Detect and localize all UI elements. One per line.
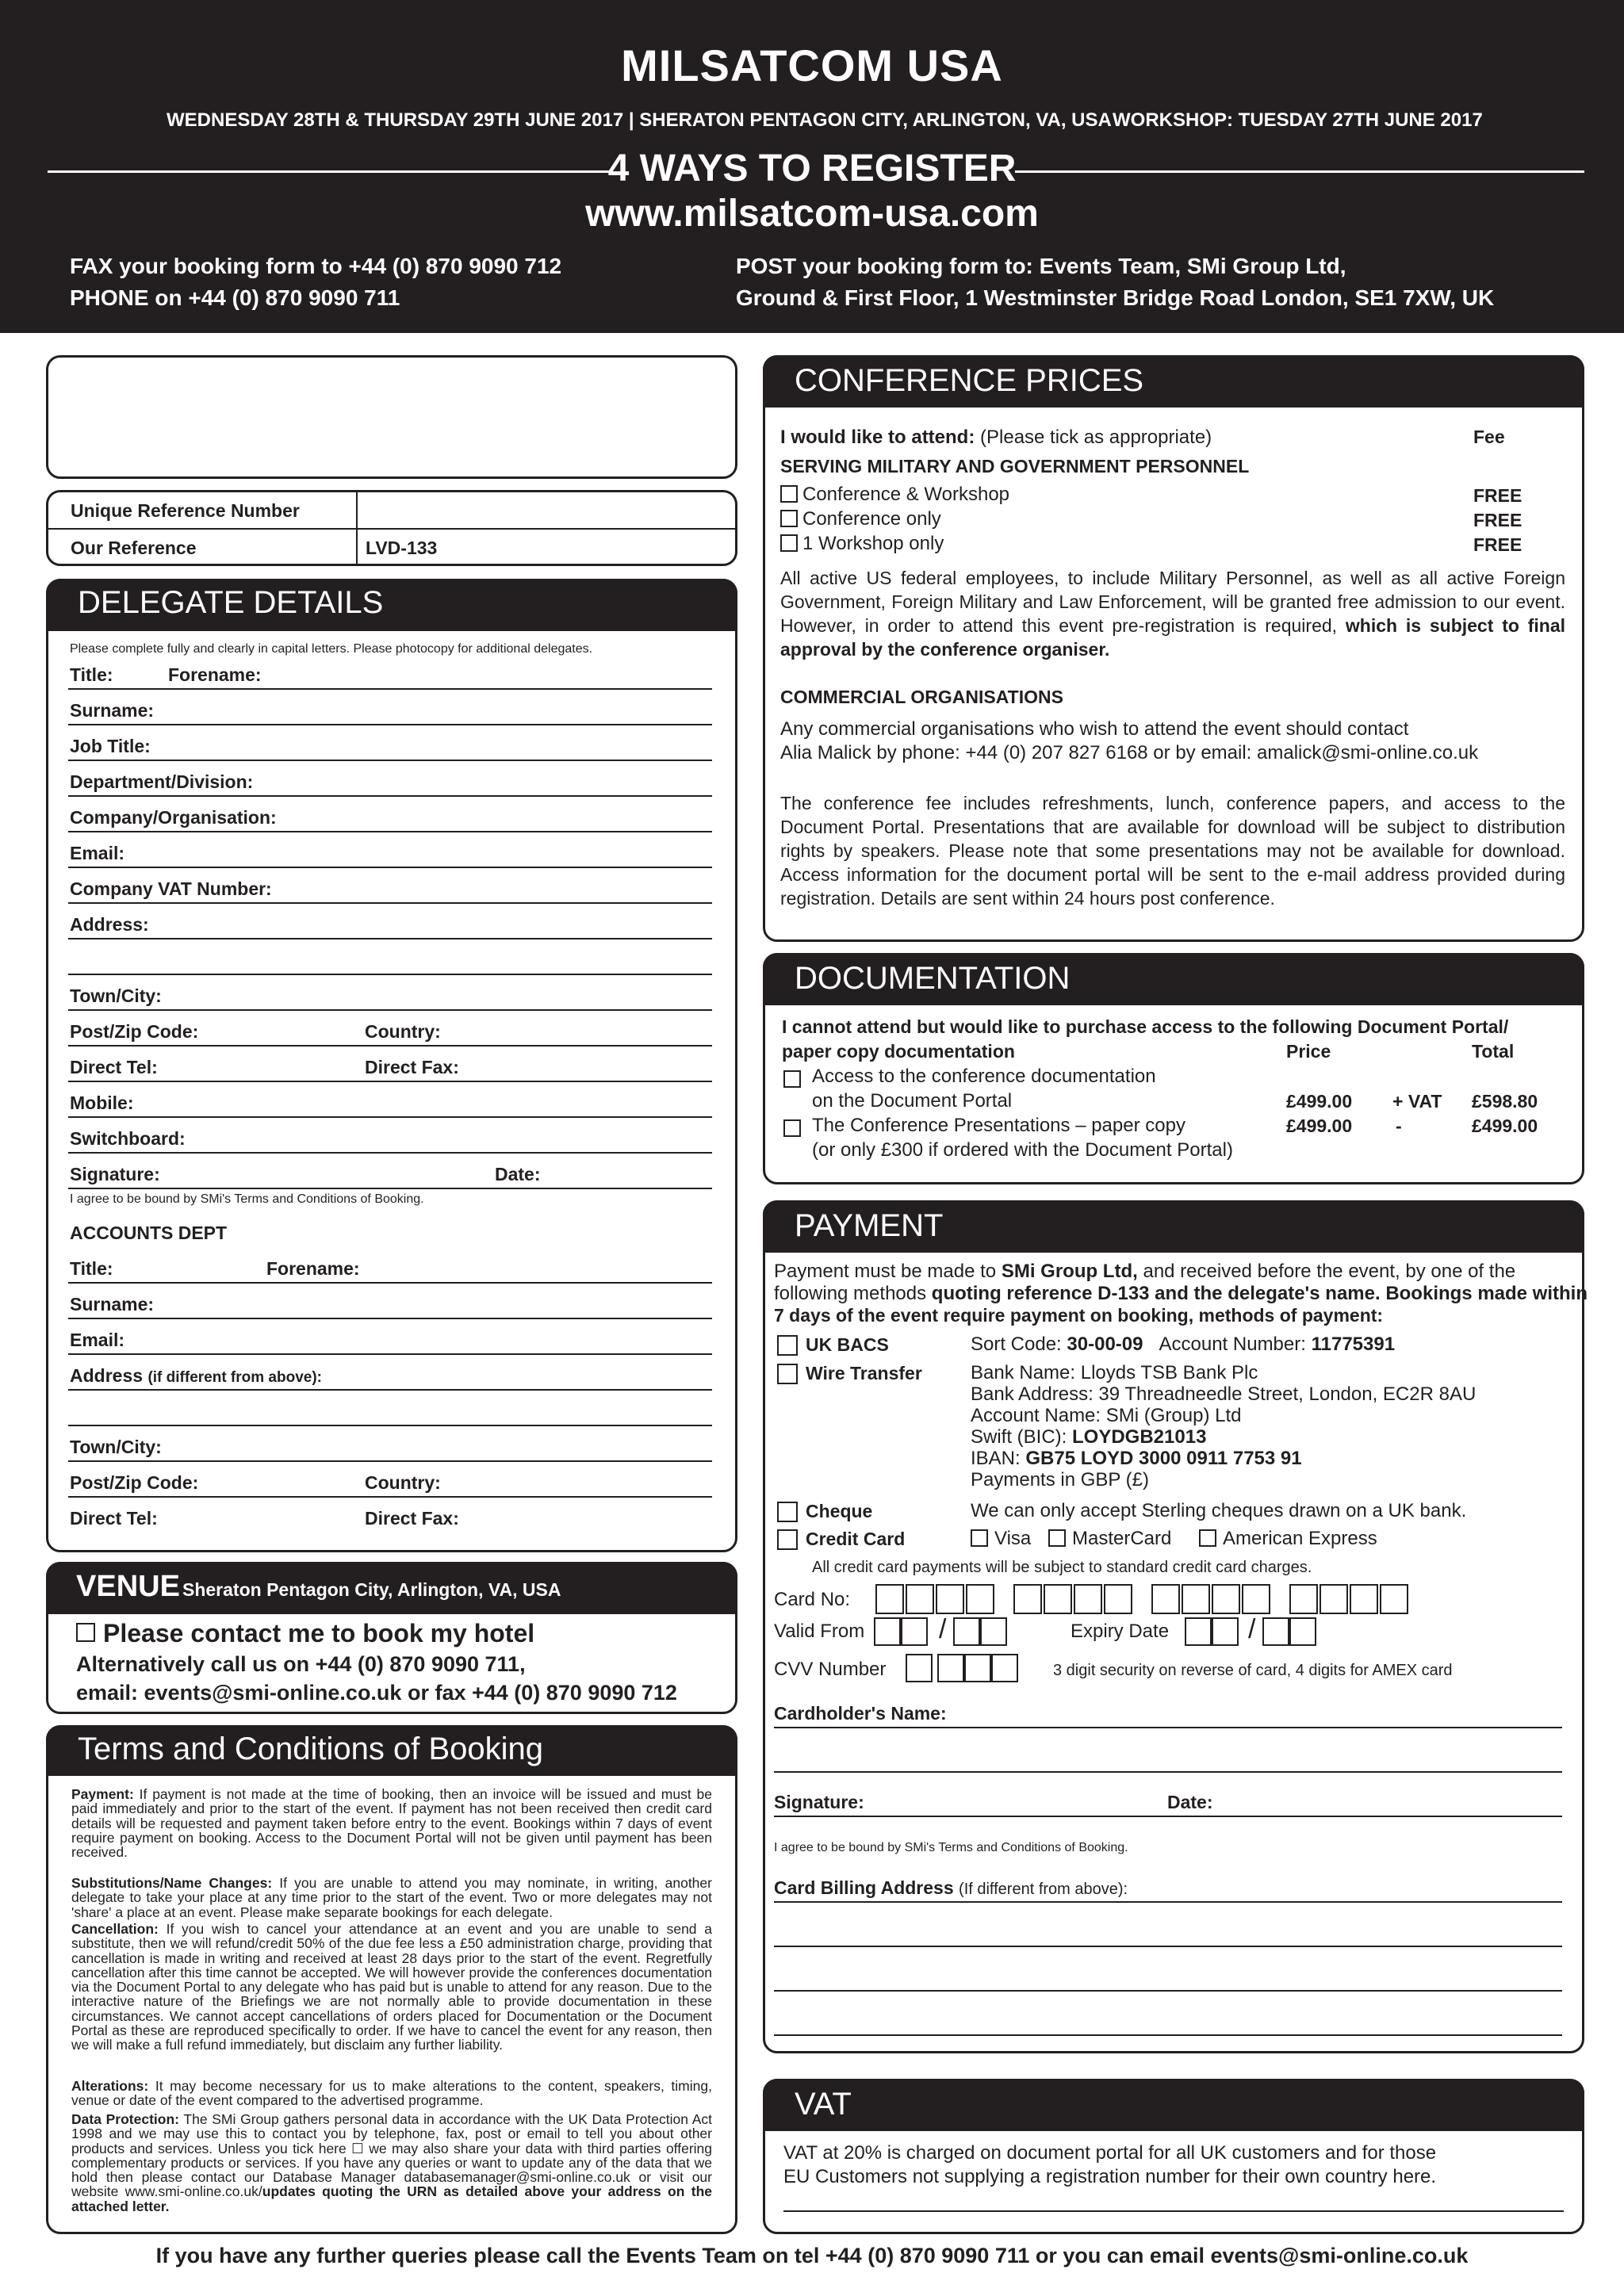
commercial-contact: Alia Malick by phone: +44 (0) 207 827 6168 or by email: amalick@smi-online.co.uk bbox=[780, 742, 1479, 763]
conference-prices-header bbox=[763, 355, 1584, 408]
account-number-label: Account Number: bbox=[1159, 1334, 1306, 1355]
card-number-cell[interactable] bbox=[1242, 1584, 1270, 1614]
card-number-cell[interactable] bbox=[966, 1584, 994, 1614]
event-title: MILSATCOM USA bbox=[621, 40, 1003, 90]
payment-signature-field[interactable] bbox=[774, 1816, 1562, 1817]
event-dates: WEDNESDAY 28TH & THURSDAY 29TH JUNE 2017 | SHERATON PENTAGON CITY, ARLINGTON, VA, USA bbox=[167, 109, 1112, 131]
gov-text: All active US federal employees, to include Military Personnel, as well as all active Foreign Government, Foreign Military and Law Enforcement, will be granted free admission to our event. However, in order to attend this event pre-registration is required, bbox=[780, 568, 1565, 636]
acc-address-note: (if different from above): bbox=[147, 1369, 322, 1386]
expiry-cell[interactable] bbox=[1262, 1617, 1289, 1646]
acc-country-label: Country: bbox=[365, 1472, 441, 1493]
fax-info: FAX your booking form to +44 (0) 870 9090 712 bbox=[70, 254, 562, 278]
credit-card-label: Credit Card bbox=[806, 1529, 906, 1549]
paper-price: £499.00 bbox=[1286, 1115, 1353, 1136]
terms-substitutions bbox=[71, 1876, 712, 1919]
venue-header bbox=[46, 1562, 737, 1614]
portal-access-label-2: on the Document Portal bbox=[812, 1090, 1013, 1112]
agree-terms-note: I agree to be bound by SMi's Terms and Conditions of Booking. bbox=[70, 1192, 424, 1206]
card-number-cell[interactable] bbox=[1182, 1584, 1210, 1614]
option-checkbox[interactable] bbox=[780, 534, 798, 552]
terms-cancel-head: Cancellation: bbox=[71, 1921, 159, 1937]
our-reference-label: Our Reference bbox=[71, 538, 197, 558]
acc-title-field[interactable] bbox=[68, 1282, 712, 1284]
expiry-label: Expiry Date bbox=[1071, 1621, 1170, 1642]
card-number-cell[interactable] bbox=[1151, 1584, 1180, 1614]
section-title: PAYMENT bbox=[795, 1208, 944, 1243]
job-title-field[interactable] bbox=[68, 760, 712, 761]
attend-note: (Please tick as appropriate) bbox=[980, 427, 1212, 448]
intro-reference: quoting reference D-133 and the delegate's name. Bookings made within bbox=[931, 1283, 1588, 1304]
iban-label: IBAN: bbox=[971, 1448, 1021, 1469]
intro-company: SMi Group Ltd, bbox=[1001, 1261, 1138, 1282]
email-label: Email: bbox=[70, 843, 125, 863]
sort-code-value: 30-00-09 bbox=[1067, 1334, 1143, 1355]
visa-label: Visa bbox=[994, 1528, 1032, 1549]
billing-address-field-line3[interactable] bbox=[774, 1990, 1562, 1992]
cardholder-field-line2[interactable] bbox=[774, 1771, 1562, 1773]
acc-forename-label: Forename: bbox=[266, 1258, 360, 1279]
expiry-cell[interactable] bbox=[1289, 1617, 1316, 1646]
direct-tel-label: Direct Tel: bbox=[70, 1057, 158, 1077]
terms-data-protection bbox=[71, 2112, 712, 2214]
cvv-cell[interactable] bbox=[937, 1654, 964, 1682]
terms-dp-text: The SMi Group gathers personal data in accordance with the UK Data Protection Act 1998 and we may use this to contact you by telephone, fax, post or email to tell you about other products and services. Unless you tick here ☐ we may also share your data with third parties offering complementary products or services. If you have any queries or want to update any of the data that we hold then please contact our Database Manager databasemanager@smi-online.co.uk or visit our website www.smi-online.co.uk/ bbox=[71, 2111, 712, 2200]
documentation-header bbox=[763, 953, 1584, 1005]
section-title: DELEGATE DETAILS bbox=[78, 585, 384, 620]
terms-alter-text: It may become necessary for us to make alterations to the content, speakers, timing, venue or date of the event compared to the advertised programme. bbox=[71, 2078, 712, 2109]
acc-town-label: Town/City: bbox=[70, 1437, 162, 1457]
acc-postcode-field[interactable] bbox=[68, 1496, 712, 1498]
acc-address-label bbox=[70, 1365, 322, 1387]
credit-card-checkbox[interactable] bbox=[777, 1529, 798, 1550]
valid-from-cell[interactable] bbox=[953, 1617, 980, 1646]
amex-label: American Express bbox=[1223, 1528, 1377, 1549]
fee-heading: Fee bbox=[1473, 427, 1505, 447]
acc-email-field[interactable] bbox=[68, 1353, 712, 1355]
account-name: Account Name: SMi (Group) Ltd bbox=[971, 1405, 1242, 1426]
option-checkbox[interactable] bbox=[780, 485, 798, 503]
acc-email-label: Email: bbox=[70, 1330, 125, 1350]
cardholder-field[interactable] bbox=[774, 1727, 1562, 1728]
commercial-text-1: Any commercial organisations who wish to attend the event should contact bbox=[780, 718, 1409, 740]
accounts-dept-heading: ACCOUNTS DEPT bbox=[70, 1223, 228, 1243]
billing-label: Card Billing Address bbox=[774, 1877, 954, 1898]
terms-cancellation bbox=[71, 1922, 712, 2053]
phone-info: PHONE on +44 (0) 870 9090 711 bbox=[70, 285, 400, 310]
sort-code-label: Sort Code: bbox=[971, 1334, 1062, 1355]
mobile-label: Mobile: bbox=[70, 1093, 134, 1113]
title-field[interactable] bbox=[68, 688, 712, 690]
acc-title-label: Title: bbox=[70, 1258, 113, 1279]
valid-from-label: Valid From bbox=[774, 1621, 865, 1642]
documentation-intro-2: paper copy documentation bbox=[782, 1041, 1015, 1062]
acc-address-field[interactable] bbox=[68, 1389, 712, 1391]
signature-label: Signature: bbox=[70, 1164, 160, 1184]
section-title: Terms and Conditions of Booking bbox=[78, 1732, 543, 1766]
company-label: Company/Organisation: bbox=[70, 807, 277, 828]
acc-postcode-label: Post/Zip Code: bbox=[70, 1472, 199, 1493]
book-hotel-checkbox[interactable] bbox=[76, 1623, 95, 1642]
post-info-line1: POST your booking form to: Events Team, SMi Group Ltd, bbox=[736, 254, 1346, 278]
terms-dp-head: Data Protection: bbox=[71, 2111, 179, 2127]
wire-transfer-checkbox[interactable] bbox=[777, 1364, 798, 1384]
terms-subs-text: If you are unable to attend you may nominate, in writing, another delegate to take your place at any time prior to the start of the event. Two or more delegates may not 'share' a place at an event. Please make separate bookings for each delegate. bbox=[71, 1875, 712, 1920]
forename-label: Forename: bbox=[168, 664, 262, 685]
footer-contact: If you have any further queries please call the Events Team on tel +44 (0) 870 9090 711 or you can email events@smi-online.co.uk bbox=[155, 2244, 1469, 2267]
card-number-cell[interactable] bbox=[1212, 1584, 1240, 1614]
postcode-label: Post/Zip Code: bbox=[70, 1021, 199, 1042]
card-number-cell[interactable] bbox=[1104, 1584, 1132, 1614]
payment-intro-1 bbox=[774, 1261, 1515, 1283]
terms-subs-head: Substitutions/Name Changes: bbox=[71, 1875, 273, 1891]
portal-access-label: Access to the conference documentation bbox=[812, 1066, 1156, 1087]
wire-transfer-label: Wire Transfer bbox=[806, 1363, 922, 1383]
valid-from-cell[interactable] bbox=[901, 1617, 928, 1646]
paper-total: £499.00 bbox=[1472, 1115, 1538, 1136]
billing-address-label bbox=[774, 1877, 1128, 1899]
section-title: VAT bbox=[795, 2087, 852, 2122]
section-title: DOCUMENTATION bbox=[795, 961, 1071, 996]
intro-text: following methods bbox=[774, 1283, 927, 1304]
attend-prompt bbox=[780, 427, 1212, 449]
paper-copy-label: The Conference Presentations – paper copy bbox=[812, 1115, 1185, 1136]
venue-title: VENUE bbox=[76, 1570, 180, 1603]
payment-intro-2 bbox=[774, 1283, 1588, 1305]
attend-label: I would like to attend: bbox=[780, 427, 975, 448]
vat-header bbox=[763, 2079, 1584, 2131]
cvv-cell[interactable] bbox=[906, 1654, 933, 1682]
email-field[interactable] bbox=[68, 867, 712, 868]
cvv-cell[interactable] bbox=[964, 1654, 991, 1682]
cheque-label: Cheque bbox=[806, 1501, 873, 1521]
swift-label: Swift (BIC): bbox=[971, 1426, 1067, 1448]
option-label: 1 Workshop only bbox=[802, 533, 944, 554]
website-link[interactable]: www.milsatcom-usa.com bbox=[585, 193, 1039, 235]
amex-checkbox[interactable] bbox=[1199, 1529, 1216, 1547]
paper-vat: - bbox=[1396, 1115, 1402, 1136]
venue-alt-email: email: events@smi-online.co.uk or fax +44 (0) 870 9090 712 bbox=[76, 1681, 677, 1705]
direct-fax-label: Direct Fax: bbox=[365, 1057, 459, 1077]
address-field-line2[interactable] bbox=[68, 974, 712, 975]
expiry-cell[interactable] bbox=[1185, 1617, 1212, 1646]
uk-bacs-checkbox[interactable] bbox=[777, 1335, 798, 1356]
slash-separator: / bbox=[1248, 1614, 1256, 1644]
terms-alter-head: Alterations: bbox=[71, 2078, 149, 2094]
direct-tel-field[interactable] bbox=[68, 1081, 712, 1082]
department-field[interactable] bbox=[68, 795, 712, 797]
expiry-cell[interactable] bbox=[1212, 1617, 1239, 1646]
vat-number-field[interactable] bbox=[783, 2210, 1564, 2212]
company-field[interactable] bbox=[68, 831, 712, 832]
card-number-cell[interactable] bbox=[1350, 1584, 1378, 1614]
account-number-value: 11775391 bbox=[1311, 1334, 1396, 1355]
card-number-cell[interactable] bbox=[936, 1584, 964, 1614]
payment-signature-label: Signature: bbox=[774, 1792, 864, 1812]
mobile-field[interactable] bbox=[68, 1116, 712, 1118]
price-heading: Price bbox=[1286, 1041, 1331, 1062]
option-label: Conference only bbox=[802, 508, 941, 530]
vat-text-2: EU Customers not supplying a registration number for their own country here. bbox=[783, 2166, 1437, 2187]
intro-text: and received before the event, by one of the bbox=[1143, 1261, 1516, 1282]
swift-value: LOYDGB21013 bbox=[1072, 1426, 1207, 1448]
switchboard-label: Switchboard: bbox=[70, 1128, 186, 1149]
card-number-cell[interactable] bbox=[1044, 1584, 1072, 1614]
town-field[interactable] bbox=[68, 1009, 712, 1011]
option-checkbox[interactable] bbox=[780, 510, 798, 527]
address-label: Address: bbox=[70, 914, 149, 935]
post-info-line2: Ground & First Floor, 1 Westminster Bridge Road London, SE1 7XW, UK bbox=[736, 285, 1495, 310]
title-label: Title: bbox=[70, 664, 113, 685]
cheque-note: We can only accept Sterling cheques drawn on a UK bank. bbox=[971, 1500, 1467, 1521]
card-number-cell[interactable] bbox=[1289, 1584, 1318, 1614]
intro-text: Payment must be made to bbox=[774, 1261, 997, 1282]
portal-access-checkbox[interactable] bbox=[783, 1070, 801, 1088]
acc-address-field-line2[interactable] bbox=[68, 1425, 712, 1426]
portal-vat: + VAT bbox=[1392, 1091, 1442, 1112]
card-number-cell[interactable] bbox=[875, 1584, 904, 1614]
conference-fee-text: The conference fee includes refreshments, lunch, conference papers, and access to the Document Portal. Presentations that are available for download will be subject to distribution rights by speakers. Please note that some presentations may not be available for download. Access information for the document portal will be sent to the e-mail address provided during registration. Details are sent within 24 hours post conference. bbox=[780, 793, 1565, 909]
unique-reference-label: Unique Reference Number bbox=[71, 500, 300, 521]
vat-number-label: Company VAT Number: bbox=[70, 878, 272, 899]
commercial-heading: COMMERCIAL ORGANISATIONS bbox=[780, 687, 1063, 707]
bank-name: Bank Name: Lloyds TSB Bank Plc bbox=[971, 1362, 1258, 1383]
delegate-details-header bbox=[46, 579, 737, 631]
card-number-cell[interactable] bbox=[1013, 1584, 1042, 1614]
acc-surname-field[interactable] bbox=[68, 1318, 712, 1319]
cvv-cell[interactable] bbox=[991, 1654, 1018, 1682]
documentation-intro: I cannot attend but would like to purchase access to the following Document Portal/ bbox=[782, 1016, 1509, 1037]
job-title-label: Job Title: bbox=[70, 736, 151, 756]
card-number-cell[interactable] bbox=[1074, 1584, 1102, 1614]
visa-checkbox[interactable] bbox=[971, 1529, 988, 1547]
billing-address-field-line4[interactable] bbox=[774, 2034, 1562, 2036]
reference-box bbox=[46, 490, 737, 566]
swift-code bbox=[971, 1426, 1206, 1448]
postcode-field[interactable] bbox=[68, 1045, 712, 1047]
cvv-label: CVV Number bbox=[774, 1659, 887, 1680]
card-number-cell[interactable] bbox=[906, 1584, 934, 1614]
portal-total: £598.80 bbox=[1472, 1091, 1538, 1112]
terms-payment bbox=[71, 1787, 712, 1859]
mastercard-checkbox[interactable] bbox=[1048, 1529, 1066, 1547]
divider bbox=[356, 492, 358, 564]
address-box[interactable] bbox=[46, 355, 737, 479]
payment-intro-3: 7 days of the event require payment on booking, methods of payment: bbox=[774, 1305, 1384, 1326]
option-fee: FREE bbox=[1473, 534, 1522, 555]
header-banner bbox=[0, 0, 1624, 333]
section-title: CONFERENCE PRICES bbox=[795, 363, 1144, 398]
portal-price: £499.00 bbox=[1286, 1091, 1353, 1112]
iban-value: GB75 LOYD 3000 0911 7753 91 bbox=[1025, 1448, 1302, 1469]
paper-copy-note: (or only £300 if ordered with the Document Portal) bbox=[812, 1139, 1233, 1161]
billing-address-field-line2[interactable] bbox=[774, 1946, 1562, 1947]
government-admission-text bbox=[780, 566, 1565, 661]
terms-payment-text: If payment is not made at the time of booking, then an invoice will be issued and must be paid immediately and prior to the start of the event. If payment has not been received then credit card details will be requested and payment taken before entry to the event. Bookings within 7 days of event require payment on booking. Access to the Document Portal will not be given until payment has been received. bbox=[71, 1786, 712, 1861]
signature-field[interactable] bbox=[68, 1188, 712, 1189]
venue-location: Sheraton Pentagon City, Arlington, VA, USA bbox=[182, 1579, 561, 1600]
surname-field[interactable] bbox=[68, 724, 712, 725]
iban bbox=[971, 1448, 1302, 1470]
department-label: Department/Division: bbox=[70, 771, 254, 792]
surname-label: Surname: bbox=[70, 700, 155, 721]
valid-from-cell[interactable] bbox=[874, 1617, 901, 1646]
terms-header bbox=[46, 1725, 737, 1776]
card-number-cell[interactable] bbox=[1320, 1584, 1348, 1614]
option-fee: FREE bbox=[1473, 485, 1522, 506]
paper-copy-checkbox[interactable] bbox=[783, 1119, 801, 1137]
acc-surname-label: Surname: bbox=[70, 1294, 155, 1314]
card-charges-note: All credit card payments will be subject to standard credit card charges. bbox=[812, 1559, 1312, 1576]
cardholder-label: Cardholder's Name: bbox=[774, 1703, 947, 1724]
acc-direct-fax-label: Direct Fax: bbox=[365, 1508, 459, 1529]
terms-alterations bbox=[71, 2079, 712, 2108]
vat-number-field[interactable] bbox=[68, 902, 712, 904]
card-number-label: Card No: bbox=[774, 1589, 851, 1610]
vat-text-1: VAT at 20% is charged on document portal for all UK customers and for those bbox=[783, 2142, 1437, 2164]
option-fee: FREE bbox=[1473, 510, 1522, 530]
slash-separator: / bbox=[939, 1614, 947, 1644]
our-reference-value: LVD-133 bbox=[366, 538, 438, 558]
book-hotel-label: Please contact me to book my hotel bbox=[103, 1619, 535, 1647]
workshop-date: WORKSHOP: TUESDAY 27TH JUNE 2017 bbox=[1113, 109, 1483, 131]
address-field[interactable] bbox=[68, 938, 712, 939]
cheque-checkbox[interactable] bbox=[777, 1502, 798, 1522]
acc-town-field[interactable] bbox=[68, 1460, 712, 1462]
terms-payment-head: Payment: bbox=[71, 1786, 134, 1802]
payments-currency: Payments in GBP (£) bbox=[971, 1469, 1149, 1490]
acc-direct-tel-label: Direct Tel: bbox=[70, 1508, 158, 1529]
payment-header bbox=[763, 1200, 1584, 1253]
venue-alt-phone: Alternatively call us on +44 (0) 870 9090 711, bbox=[76, 1652, 526, 1676]
country-label: Country: bbox=[365, 1021, 441, 1042]
terms-dp-tail: updates quoting the URN as detailed above your address on the attached letter. bbox=[71, 2183, 712, 2214]
bank-address: Bank Address: 39 Threadneedle Street, London, EC2R 8AU bbox=[971, 1383, 1477, 1405]
uk-bacs-label: UK BACS bbox=[806, 1334, 889, 1355]
town-label: Town/City: bbox=[70, 985, 162, 1006]
military-heading: SERVING MILITARY AND GOVERNMENT PERSONNEL bbox=[780, 456, 1250, 476]
switchboard-field[interactable] bbox=[68, 1152, 712, 1154]
register-heading: 4 WAYS TO REGISTER bbox=[607, 147, 1017, 189]
mastercard-label: MasterCard bbox=[1072, 1528, 1172, 1549]
billing-note: (If different from above): bbox=[959, 1881, 1128, 1898]
acc-address-text: Address bbox=[70, 1365, 144, 1386]
sort-code bbox=[971, 1334, 1395, 1356]
billing-address-field[interactable] bbox=[774, 1901, 1562, 1903]
payment-agree-note: I agree to be bound by SMi's Terms and Conditions of Booking. bbox=[774, 1841, 1128, 1854]
card-number-cell[interactable] bbox=[1380, 1584, 1408, 1614]
payment-date-label: Date: bbox=[1167, 1792, 1213, 1812]
valid-from-cell[interactable] bbox=[980, 1617, 1007, 1646]
option-label: Conference & Workshop bbox=[802, 484, 1010, 505]
divider bbox=[48, 528, 735, 530]
gov-approval: which is subject to final approval by the conference organiser. bbox=[780, 615, 1565, 660]
delegate-instructions: Please complete fully and clearly in capital letters. Please photocopy for additional delegates. bbox=[70, 642, 593, 656]
cvv-note: 3 digit security on reverse of card, 4 digits for AMEX card bbox=[1053, 1662, 1453, 1679]
date-label: Date: bbox=[495, 1164, 541, 1184]
terms-cancel-text: If you wish to cancel your attendance at an event and you are unable to send a substitute, then we will refund/credit 50% of the due fee less a £50 administration charge, providing that cancellation is made in writing and received at least 28 days prior to the start of the event. Regretfully cancellation after this time cannot be accepted. We will however provide the conferences documentation via the Document Portal to any delegate who has paid but is unable to attend for any reason. Due to the interactive nature of the Briefings we are not normally able to provide documentation in these circumstances. We cannot accept cancellations of orders placed for Documentation or the Document Portal as these are reproduced specifically to order. If we have to cancel the event for any reason, then we will make a full refund immediately, but disclaim any further liability. bbox=[71, 1921, 712, 2053]
total-heading: Total bbox=[1472, 1041, 1515, 1062]
